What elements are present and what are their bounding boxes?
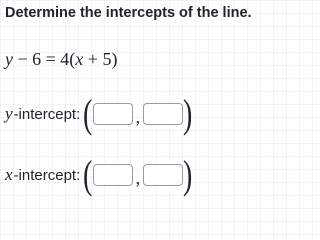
question-prompt: Determine the intercepts of the line. bbox=[5, 5, 252, 21]
x-intercept-comma: , bbox=[135, 167, 141, 188]
y-intercept-y-coordinate-input[interactable] bbox=[143, 103, 183, 125]
x-intercept-open-paren: ( bbox=[83, 152, 93, 197]
y-intercept-x-coordinate-input[interactable] bbox=[93, 103, 133, 125]
x-intercept-close-paren: ) bbox=[183, 152, 193, 197]
equation-middle: − 6 = 4( bbox=[13, 49, 76, 69]
y-intercept-label bbox=[5, 104, 80, 124]
y-intercept-comma: , bbox=[135, 106, 141, 127]
equation-x-variable: x bbox=[75, 49, 84, 69]
x-intercept-variable: x bbox=[5, 165, 13, 184]
equation-end: + 5) bbox=[83, 49, 118, 69]
y-intercept-variable: y bbox=[5, 104, 13, 123]
equation-y-variable: y bbox=[5, 49, 13, 69]
x-intercept-label bbox=[5, 165, 80, 185]
y-intercept-open-paren: ( bbox=[83, 91, 93, 136]
y-intercept-row bbox=[5, 91, 194, 136]
x-intercept-label-text: -intercept: bbox=[13, 167, 81, 184]
line-equation bbox=[5, 49, 117, 70]
x-intercept-row bbox=[5, 152, 194, 197]
x-intercept-y-coordinate-input[interactable] bbox=[143, 164, 183, 186]
y-intercept-label-text: -intercept: bbox=[13, 106, 81, 123]
y-intercept-close-paren: ) bbox=[183, 91, 193, 136]
x-intercept-x-coordinate-input[interactable] bbox=[93, 164, 133, 186]
